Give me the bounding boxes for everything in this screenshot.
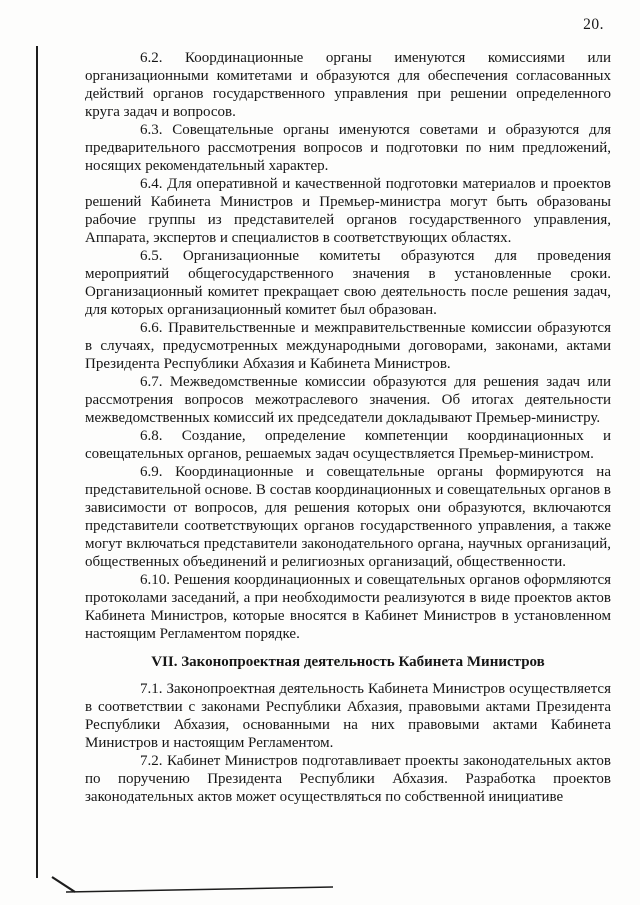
section-vii-heading: VII. Законопроектная деятельность Кабинета Министров [151,654,545,670]
paragraph-7-2: 7.2. Кабинет Министров подготавливает проекты законодательных актов по поручению Президента Республики Абхазия. Разработка проектов законодательных актов может осуществляться по собственной инициативе [85,753,611,805]
scan-artifact-horizontal [66,887,333,892]
paragraph-6-7: 6.7. Межведомственные комиссии образуются для решения задач или рассмотрения вопросов межотраслевого значения. Об итогах деятельности межведомственных комиссий их председатели докладывают Премьер-министру. [85,374,611,426]
paragraph-6-2: 6.2. Координационные органы именуются комиссиями или организационными комитетами и образуются для обеспечения согласованных действий органов государственного управления при решении определенного круга задач и вопросов. [85,50,611,120]
paragraph-6-8: 6.8. Создание, определение компетенции координационных и совещательных органов, решаемых задач осуществляется Премьер-министром. [85,428,611,462]
paragraph-6-3: 6.3. Совещательные органы именуются советами и образуются для предварительного рассмотрения вопросов и подготовки по ним предложений, носящих рекомендательный характер. [85,122,611,174]
scan-artifact-lines [0,858,640,905]
page-number: 20. [583,16,604,33]
left-margin-scan-line [36,46,38,878]
paragraph-6-5: 6.5. Организационные комитеты образуются для проведения мероприятий общегосударственного значения в установленные сроки. Организационный комитет прекращает свою деятельность после решения задач, для которых организационный комитет был образован. [85,248,611,318]
document-content [85,49,611,806]
scan-artifact-diagonal [52,877,75,892]
paragraph-6-10: 6.10. Решения координационных и совещательных органов оформляются протоколами заседаний, а при необходимости реализуются в виде проектов актов Кабинета Министров, которые вносятся в Кабинет Министров в установленном настоящим Регламентом порядке. [85,572,611,642]
paragraph-6-9: 6.9. Координационные и совещательные органы формируются на представительной основе. В состав координационных и совещательных органов в зависимости от вопросов, для решения которых они образуются, включаются представители соответствующих органов государственного управления, а также могут включаться представители законодательного органа, научных организаций, общественных объединений и религиозных организаций, общественности. [85,464,611,570]
paragraph-7-1: 7.1. Законопроектная деятельность Кабинета Министров осуществляется в соответствии с законами Республики Абхазия, правовыми актами Президента Республики Абхазия, основанными на них правовыми актами Кабинета Министров и настоящим Регламентом. [85,681,611,751]
paragraph-6-4: 6.4. Для оперативной и качественной подготовки материалов и проектов решений Кабинета Министров и Премьер-министра могут быть образованы рабочие группы из представителей органов государственного управления, Аппарата, экспертов и специалистов в соответствующих областях. [85,176,611,246]
paragraph-6-6: 6.6. Правительственные и межправительственные комиссии образуются в случаях, предусмотренных международными договорами, законами, актами Президента Республики Абхазия и Кабинета Министров. [85,320,611,372]
